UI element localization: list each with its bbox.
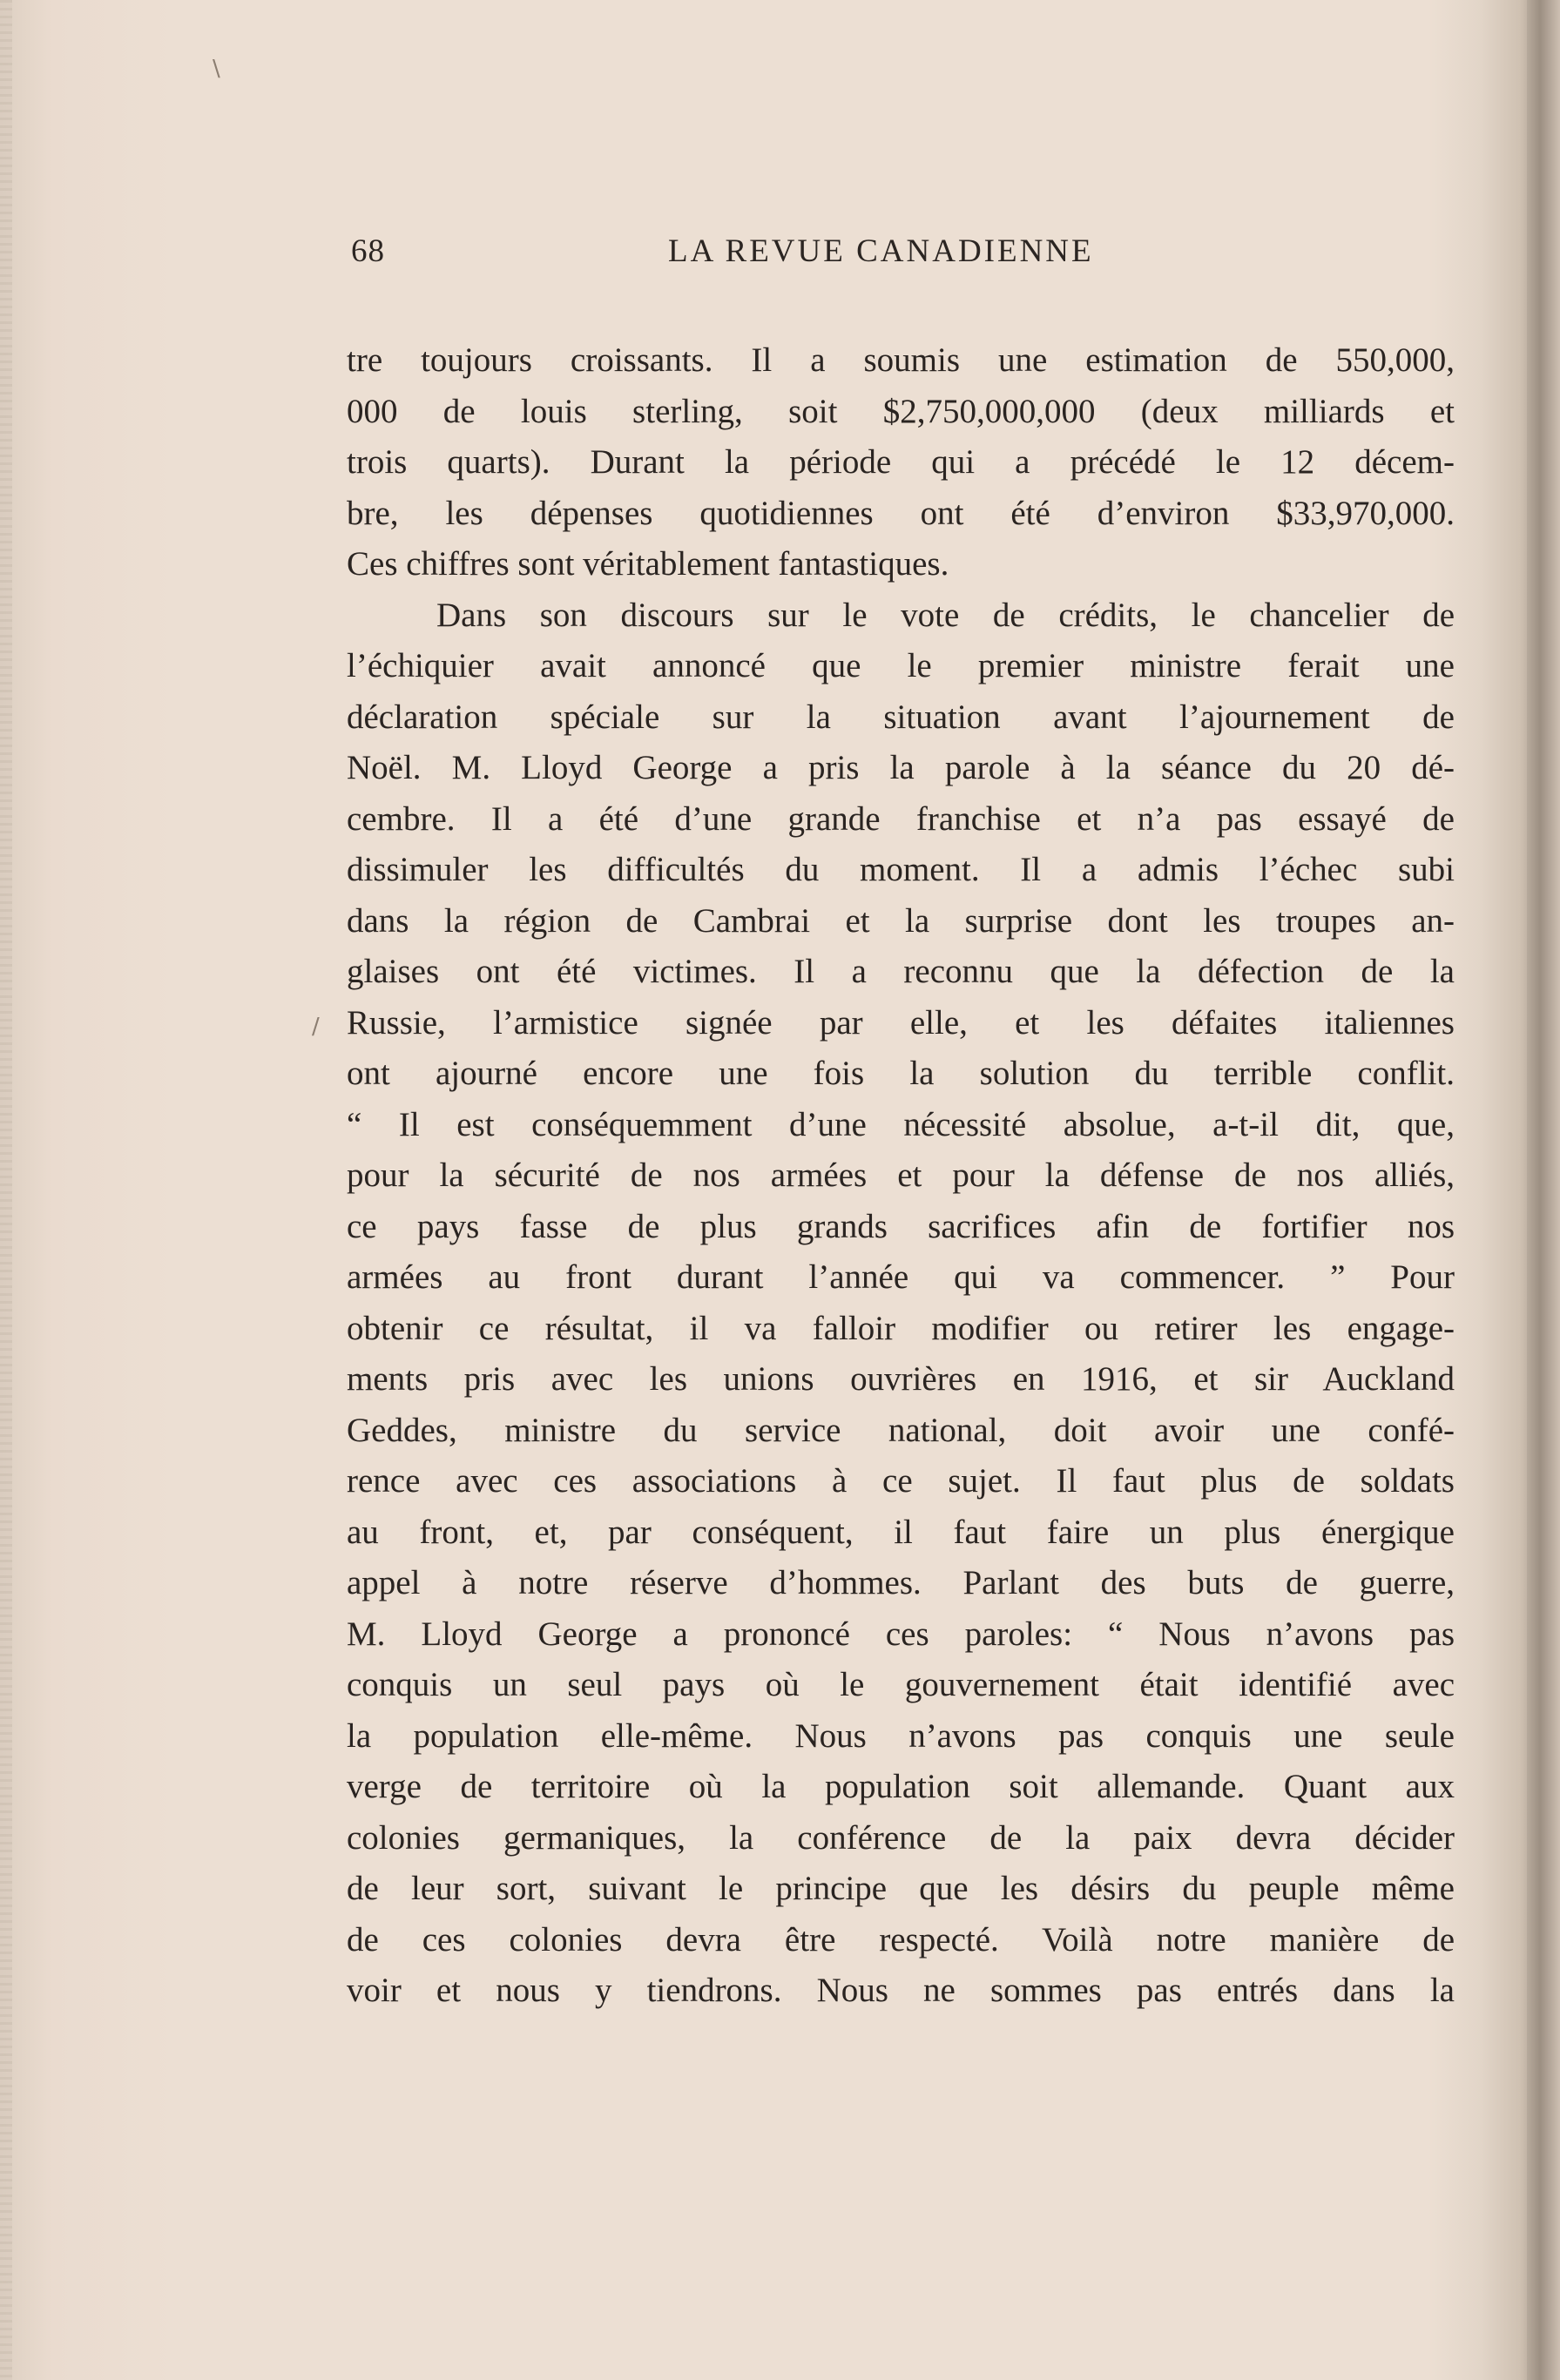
text-line: rence avec ces associations à ce sujet. Il faut plus de soldats: [347, 1462, 1455, 1500]
page-gutter-edge: [0, 0, 12, 2380]
text-line: de leur sort, suivant le principe que les désirs du peuple même: [347, 1870, 1455, 1907]
text-line: Dans son discours sur le vote de crédits, le chancelier de: [436, 596, 1455, 634]
text-line: colonies germaniques, la conférence de la paix devra décider: [347, 1818, 1455, 1857]
journal-title: LA REVUE CANADIENNE: [668, 233, 1094, 269]
text-line: “ Il est conséquemment d’une nécessité absolue, a-t-il dit, que,: [347, 1105, 1455, 1143]
text-line: ont ajourné encore une fois la solution du terrible conflit.: [347, 1055, 1455, 1092]
text-line: de ces colonies devra être respecté. Voilà notre manière de: [347, 1920, 1455, 1959]
text-line: ce pays fasse de plus grands sacrifices afin de fortifier nos: [347, 1207, 1455, 1245]
text-line: pour la sécurité de nos armées et pour la défense de nos alliés,: [347, 1156, 1455, 1194]
page-number: 68: [351, 233, 385, 269]
text-line: Russie, l’armistice signée par elle, et les défaites italiennes: [347, 1003, 1455, 1042]
text-line: obtenir ce résultat, il va falloir modifier ou retirer les engage-: [347, 1309, 1455, 1347]
page-fore-edge: [1527, 0, 1560, 2380]
text-line: conquis un seul pays où le gouvernement était identifié avec: [347, 1666, 1455, 1703]
text-line: dans la région de Cambrai et la surprise dont les troupes an-: [347, 901, 1455, 940]
body-text: [347, 335, 1455, 2017]
text-line: l’échiquier avait annoncé que le premier ministre ferait une: [347, 647, 1455, 684]
text-line: la population elle-même. Nous n’avons pas conquis une seule: [347, 1716, 1455, 1755]
text-line: armées au front durant l’année qui va commencer. ” Pour: [347, 1258, 1455, 1296]
text-line: au front, et, par conséquent, il faut faire un plus énergique: [347, 1513, 1455, 1551]
text-line: Noël. M. Lloyd George a pris la parole à la séance du 20 dé-: [347, 749, 1455, 786]
stray-mark: \: [213, 56, 220, 82]
text-line: cembre. Il a été d’une grande franchise et n’a pas essayé de: [347, 799, 1455, 838]
running-head: [351, 233, 1457, 271]
text-line: dissimuler les difficultés du moment. Il a admis l’échec subi: [347, 851, 1455, 888]
text-line: 000 de louis sterling, soit $2,750,000,000 (deux milliards et: [347, 392, 1455, 430]
text-line: tre toujours croissants. Il a soumis une estimation de 550,000,: [347, 341, 1455, 379]
text-line: voir et nous y tiendrons. Nous ne sommes pas entrés dans la: [347, 1972, 1455, 2009]
stray-mark: /: [312, 1014, 320, 1040]
text-line: M. Lloyd George a prononcé ces paroles: “ Nous n’avons pas: [347, 1615, 1455, 1653]
text-line: bre, les dépenses quotidiennes ont été d’environ $33,970,000.: [347, 494, 1455, 532]
text-line: déclaration spéciale sur la situation avant l’ajournement de: [347, 698, 1455, 736]
text-line: ments pris avec les unions ouvrières en 1916, et sir Auckland: [347, 1360, 1455, 1398]
text-line: glaises ont été victimes. Il a reconnu que la défection de la: [347, 953, 1455, 990]
text-line: trois quarts). Durant la période qui a précédé le 12 décem-: [347, 443, 1455, 481]
text-line: appel à notre réserve d’hommes. Parlant des buts de guerre,: [347, 1564, 1455, 1601]
text-line: Geddes, ministre du service national, doit avoir une confé-: [347, 1411, 1455, 1449]
text-line: Ces chiffres sont véritablement fantastiques.: [347, 545, 949, 583]
text-line: verge de territoire où la population soit allemande. Quant aux: [347, 1768, 1455, 1805]
